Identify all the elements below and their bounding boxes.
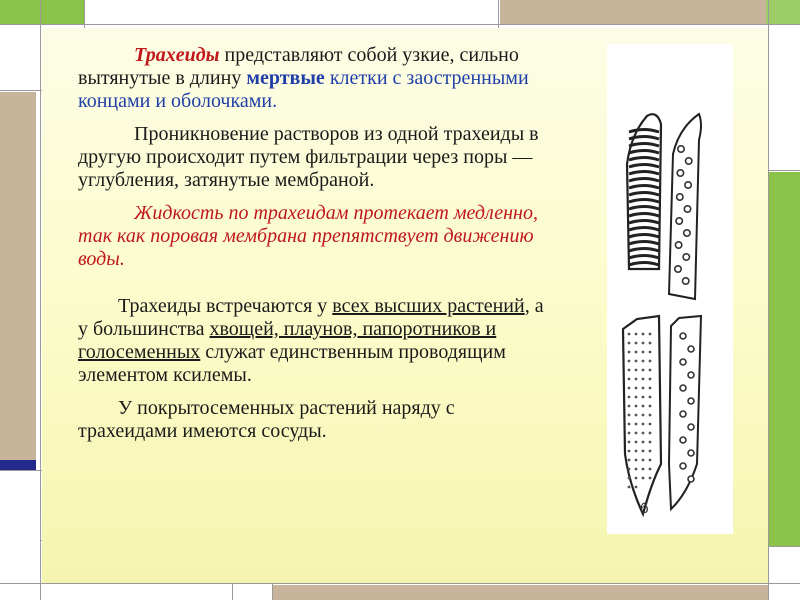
pit-dot	[642, 423, 645, 426]
definition-text: представляют собой узкие, сильно вытянутые в длину	[78, 44, 519, 89]
spacer	[78, 281, 558, 295]
grid-line	[0, 583, 800, 584]
pit-dot	[635, 360, 638, 363]
figure-label: б	[640, 500, 649, 517]
top-right-tan-block	[500, 0, 766, 24]
tracheid-illustration-panel	[607, 44, 733, 534]
pit-dot	[628, 450, 631, 453]
annular-thickening	[629, 130, 659, 133]
pit-dot	[649, 378, 652, 381]
pit-dot	[635, 432, 638, 435]
pit-dot	[642, 351, 645, 354]
pit-dot	[649, 477, 652, 480]
term-dead: мертвые	[246, 67, 325, 89]
bordered-pit	[688, 450, 694, 456]
pit-dot	[635, 423, 638, 426]
pit-dot	[628, 351, 631, 354]
pit-dot	[628, 378, 631, 381]
pit-dot	[628, 423, 631, 426]
pit-dot	[628, 477, 631, 480]
bordered-pit	[677, 170, 683, 176]
paragraph-occurrence	[78, 295, 558, 387]
annular-thickening	[629, 193, 659, 196]
bordered-pit	[680, 359, 686, 365]
pit-dot	[649, 405, 652, 408]
left-navy-bar	[0, 460, 36, 470]
top-right-green-block	[766, 0, 800, 24]
annular-thickening	[629, 249, 659, 252]
annular-thickening	[629, 242, 659, 245]
grid-line	[768, 170, 800, 171]
pit-dot	[649, 351, 652, 354]
annular-thickening	[629, 172, 659, 175]
pit-dot	[642, 459, 645, 462]
annular-thickening	[629, 151, 659, 154]
pit-dot	[628, 414, 631, 417]
occurrence-text-mid: , а у большинства	[78, 295, 544, 340]
bordered-pit	[680, 385, 686, 391]
bottom-tan-block	[272, 585, 768, 600]
pit-dot	[642, 333, 645, 336]
annular-thickening	[629, 179, 659, 182]
grid-line	[40, 0, 41, 600]
pit-dot	[628, 369, 631, 372]
bordered-pit	[683, 254, 689, 260]
bordered-pit	[675, 266, 681, 272]
pit-dot	[642, 360, 645, 363]
pit-dot	[628, 396, 631, 399]
pit-dot	[635, 468, 638, 471]
pit-dot	[628, 486, 631, 489]
pit-dot	[635, 486, 638, 489]
paragraph-angiosperms	[78, 397, 558, 443]
pit-dot	[628, 459, 631, 462]
pit-dot	[649, 459, 652, 462]
bordered-pit	[678, 146, 684, 152]
pit-dot	[635, 369, 638, 372]
term-tracheids: Трахеиды	[134, 44, 220, 66]
annular-thickening	[629, 158, 659, 161]
bordered-pit	[688, 398, 694, 404]
pit-dot	[642, 468, 645, 471]
grid-line	[0, 90, 42, 91]
bordered-pit	[680, 437, 686, 443]
pit-dot	[642, 387, 645, 390]
annular-thickening	[629, 144, 659, 147]
pit-dot	[635, 450, 638, 453]
pit-dot	[649, 432, 652, 435]
bordered-pit	[685, 182, 691, 188]
annular-thickening	[629, 200, 659, 203]
annular-thickening	[629, 137, 659, 140]
pit-dot	[635, 378, 638, 381]
pit-dot	[635, 441, 638, 444]
annular-thickening	[629, 207, 659, 210]
bordered-pit	[684, 206, 690, 212]
pit-dot	[649, 450, 652, 453]
bordered-pit	[680, 333, 686, 339]
pit-dot	[649, 423, 652, 426]
link-plant-groups: хвощей, плаунов, папоротников и голосеменных	[78, 318, 497, 363]
pit-dot	[649, 333, 652, 336]
annular-thickening	[629, 165, 659, 168]
pit-dot	[649, 396, 652, 399]
pit-dot	[649, 369, 652, 372]
tracheid-illustration	[607, 44, 733, 534]
paragraph-definition	[78, 44, 558, 113]
slide-text	[78, 44, 558, 453]
bordered-pit	[688, 346, 694, 352]
grid-line	[768, 546, 800, 547]
bordered-pit	[676, 218, 682, 224]
link-higher-plants: всех высших растений	[332, 295, 525, 317]
pit-dot	[642, 342, 645, 345]
bordered-pit	[684, 230, 690, 236]
annular-thickening	[629, 214, 659, 217]
right-green-block	[768, 172, 800, 546]
pit-dot	[642, 450, 645, 453]
pit-dot	[628, 468, 631, 471]
pit-dot	[649, 468, 652, 471]
pit-dot	[628, 342, 631, 345]
bordered-pit	[688, 372, 694, 378]
corner-green-block	[0, 0, 84, 24]
grid-line	[0, 470, 42, 471]
pit-dot	[642, 441, 645, 444]
bordered-pit	[683, 278, 689, 284]
paragraph-flow	[78, 202, 558, 271]
pit-dot	[635, 333, 638, 336]
bordered-pit	[680, 411, 686, 417]
bordered-pit	[688, 424, 694, 430]
bordered-pit	[688, 476, 694, 482]
flow-text: Жидкость по трахеидам протекает медленно, так как поровая мембрана препятствует движению воды.	[78, 202, 538, 270]
pit-dot	[635, 351, 638, 354]
pit-dot	[635, 405, 638, 408]
annular-thickening	[629, 186, 659, 189]
pit-dot	[635, 459, 638, 462]
pit-dot	[628, 441, 631, 444]
pit-dot	[642, 369, 645, 372]
pit-dot	[628, 387, 631, 390]
bordered-pit	[680, 463, 686, 469]
pit-dot	[642, 405, 645, 408]
grid-line	[498, 0, 499, 30]
pit-dot	[642, 414, 645, 417]
pit-dot	[635, 396, 638, 399]
pit-dot	[649, 342, 652, 345]
grid-line	[768, 0, 769, 600]
pit-dot	[642, 378, 645, 381]
annular-thickening	[629, 256, 659, 259]
annular-thickening	[629, 235, 659, 238]
annular-thickening	[629, 221, 659, 224]
bordered-pit	[677, 194, 683, 200]
definition-text-end: клетки с заостренными концами и оболочками.	[78, 67, 529, 112]
annular-thickening	[629, 263, 659, 266]
bordered-pit	[686, 158, 692, 164]
left-tan-block	[0, 92, 36, 460]
pit-dot	[628, 360, 631, 363]
grid-line	[272, 583, 273, 600]
occurrence-text: Трахеиды встречаются у	[118, 295, 333, 317]
pit-dot	[642, 477, 645, 480]
pit-dot	[628, 405, 631, 408]
bordered-pit	[675, 242, 681, 248]
grid-line	[0, 24, 800, 25]
pit-dot	[649, 441, 652, 444]
pit-dot	[642, 432, 645, 435]
pit-dot	[635, 342, 638, 345]
grid-line	[84, 0, 85, 30]
pit-dot	[635, 477, 638, 480]
pit-dot	[642, 396, 645, 399]
pit-dot	[628, 432, 631, 435]
pit-dot	[649, 360, 652, 363]
pit-dot	[649, 414, 652, 417]
angiosperms-text: У покрытосеменных растений наряду с трахеидами имеются сосуды.	[78, 397, 455, 442]
occurrence-text-end: служат единственным проводящим элементом ксилемы.	[78, 341, 506, 386]
paragraph-filtration	[78, 123, 558, 192]
pit-dot	[649, 387, 652, 390]
pit-dot	[635, 414, 638, 417]
filtration-text: Проникновение растворов из одной трахеиды в другую происходит путем фильтрации через поры — углубления, затянутые мембраной.	[78, 123, 539, 191]
pit-dot	[628, 333, 631, 336]
pit-dot	[635, 387, 638, 390]
annular-thickening	[629, 228, 659, 231]
